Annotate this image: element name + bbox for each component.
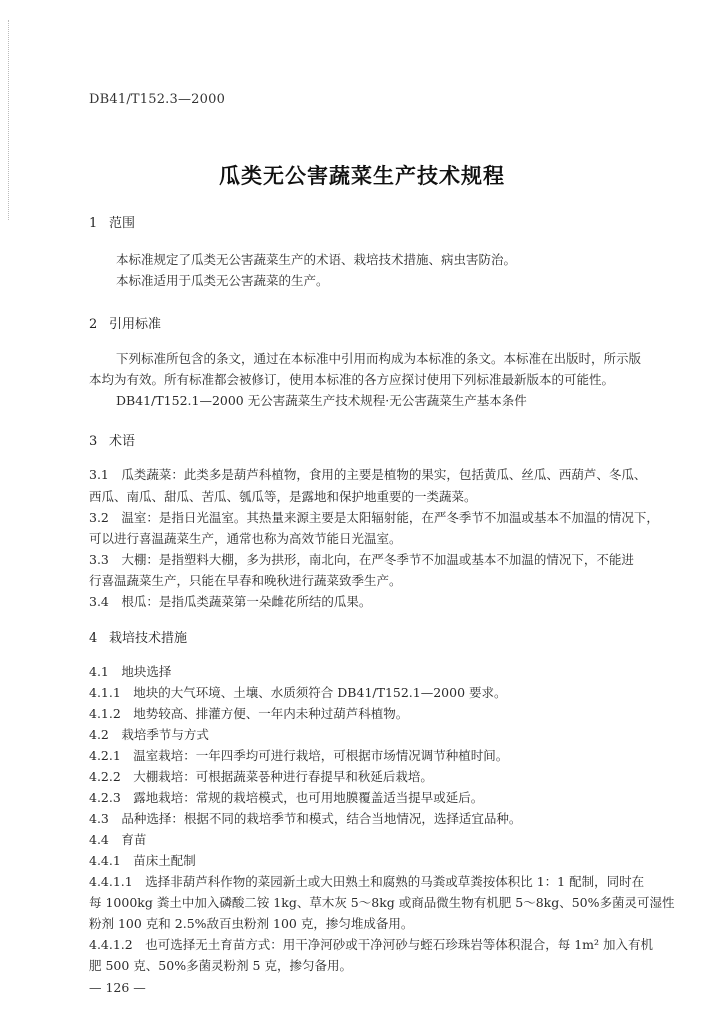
definition-line: 3.1 瓜类蔬菜：此类多是葫芦科植物，食用的主要是植物的果实，包括黄瓜、丝瓜、西葫芦、冬瓜、 <box>89 467 647 482</box>
definition-line: 3.3 大棚：是指塑料大棚，多为拱形，南北向，在严冬季节不加温或基本不加温的情况下，不能进 <box>89 552 634 567</box>
section-title: 栽培技术措施 <box>109 631 188 646</box>
section-number: 3 <box>89 434 98 449</box>
clause-line: 肥 500 克、50%多菌灵粉剂 5 克，掺匀备用。 <box>89 958 352 973</box>
section-4-heading <box>89 627 187 646</box>
clause-line: 4.4.1.1 选择非葫芦科作物的菜园新土或大田熟土和腐熟的马粪或草粪按体积比 1：1 配制，同时在 <box>89 874 645 889</box>
section-title: 范围 <box>109 216 136 231</box>
clause-line: 每 1000kg 粪土中加入磷酸二铵 1kg、草木灰 5～8kg 或商品微生物有机肥 5～8kg、50%多菌灵可湿性 <box>89 895 675 910</box>
section-2-heading <box>89 313 161 332</box>
section-number: 1 <box>89 216 98 231</box>
paragraph-line: 本标准适用于瓜类无公害蔬菜的生产。 <box>116 273 329 288</box>
clause-line: 4.4 育苗 <box>89 832 147 847</box>
definition-line: 西瓜、南瓜、甜瓜、苦瓜、瓠瓜等，是露地和保护地重要的一类蔬菜。 <box>89 489 477 504</box>
page-number: — 126 — <box>89 980 146 995</box>
standard-code-header: DB41/T152.3—2000 <box>89 92 226 107</box>
section-title: 引用标准 <box>109 317 162 332</box>
clause-line: 4.2.2 大棚栽培：可根据蔬菜품种进行春提早和秋延后栽培。 <box>89 769 433 784</box>
clause-line: 4.1 地块选择 <box>89 664 172 679</box>
clause-line: 4.1.2 地势较高、排灌方便、一年内未种过葫芦科植物。 <box>89 706 409 721</box>
definition-line: 3.4 根瓜：是指瓜类蔬菜第一朵雌花所结的瓜果。 <box>89 594 372 609</box>
section-title: 术语 <box>109 434 136 449</box>
definition-line: 行喜温蔬菜生产，只能在早春和晚秋进行蔬菜致季生产。 <box>89 573 402 588</box>
section-number: 2 <box>89 317 98 332</box>
scan-margin-mark <box>8 20 10 220</box>
definition-line: 3.2 温室：是指日光温室。其热量来源主要是太阳辐射能，在严冬季节不加温或基本不加温的情况下， <box>89 510 659 525</box>
clause-line: 4.2.3 露地栽培：常规的栽培模式，也可用地膜覆盖适当提早或延后。 <box>89 790 484 805</box>
definition-line: 可以进行喜温蔬菜生产，通常也称为高效节能日光温室。 <box>89 531 402 546</box>
clause-line: 4.1.1 地块的大气环境、土壤、水质须符合 DB41/T152.1—2000 要求。 <box>89 685 507 700</box>
paragraph-line: 本标准规定了瓜类无公害蔬菜生产的术语、栽培技术措施、病虫害防治。 <box>116 252 517 267</box>
paragraph-line: DB41/T152.1—2000 无公害蔬菜生产技术规程·无公害蔬菜生产基本条件 <box>116 393 527 408</box>
clause-line: 4.4.1.2 也可选择无土育苗方式：用干净河砂或干净河砂与蛭石珍珠岩等体积混合，每 1m² 加入有机 <box>89 937 653 952</box>
section-3-heading <box>89 430 135 449</box>
paragraph-line: 本均为有效。所有标准都会被修订，使用本标准的各方应探讨使用下列标准最新版本的可能性。 <box>89 372 615 387</box>
paragraph-line: 下列标准所包含的条文，通过在本标准中引用而构成为本标准的条文。本标准在出版时，所示版 <box>116 351 642 366</box>
document-title: 瓜类无公害蔬菜生产技术规程 <box>219 163 505 188</box>
section-1-heading <box>89 212 135 231</box>
clause-line: 4.2.1 温室栽培：一年四季均可进行栽培，可根据市场情况调节种植时间。 <box>89 748 509 763</box>
clause-line: 粉剂 100 克和 2.5%敌百虫粉剂 100 克，掺匀堆成备用。 <box>89 916 414 931</box>
clause-line: 4.3 品种选择：根据不同的栽培季节和模式，结合当地情况，选择适宜品种。 <box>89 811 522 826</box>
section-number: 4 <box>89 631 98 646</box>
clause-line: 4.2 栽培季节与方式 <box>89 727 209 742</box>
clause-line: 4.4.1 苗床土配制 <box>89 853 196 868</box>
